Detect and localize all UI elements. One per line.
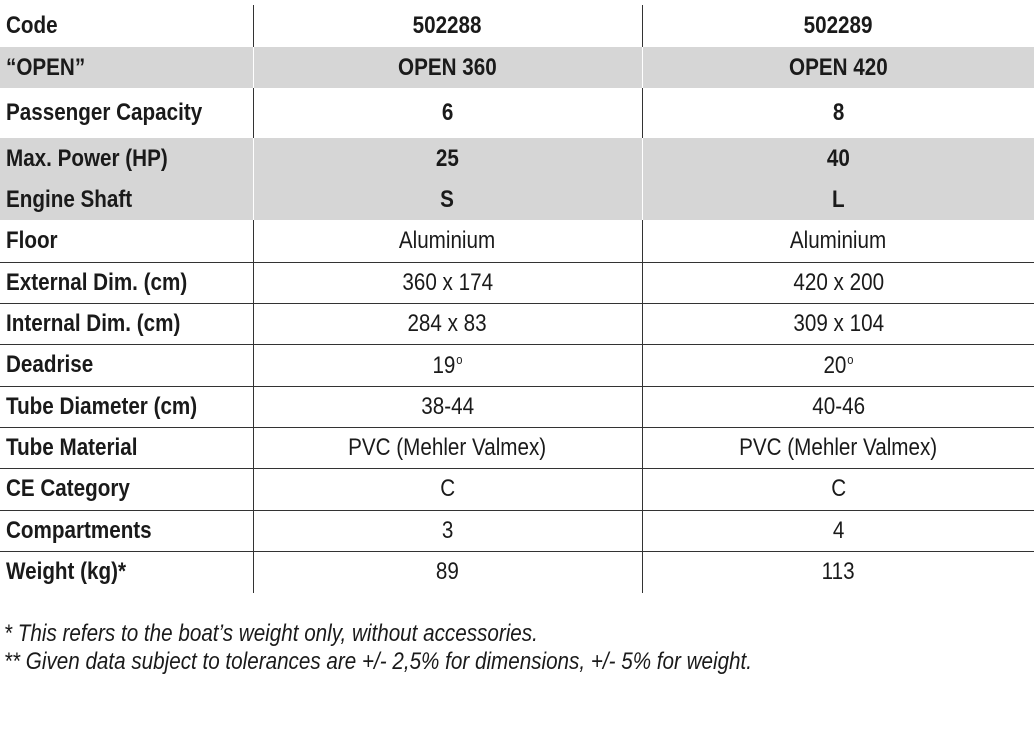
row-label: Tube Diameter (cm)	[0, 386, 253, 427]
degree-symbol: o	[847, 351, 854, 367]
table-row	[0, 47, 1034, 88]
model-a-value: 38-44	[253, 386, 642, 427]
table-row	[0, 551, 1034, 593]
row-label: Compartments	[0, 510, 253, 551]
row-label: “OPEN”	[0, 47, 253, 88]
model-b-value: 309 x 104	[642, 303, 1034, 344]
table-row	[0, 427, 1034, 468]
model-b-value: 20$^o$	[642, 344, 1034, 386]
row-label: Engine Shaft	[0, 179, 253, 220]
table-row	[0, 88, 1034, 138]
row-label: External Dim. (cm)	[0, 262, 253, 303]
model-a-value: Aluminium	[253, 220, 642, 262]
table-row	[0, 386, 1034, 427]
model-b-value: L	[642, 179, 1034, 220]
model-a-value: 89	[253, 551, 642, 593]
model-a-value: 360 x 174	[253, 262, 642, 303]
model-a-value: PVC (Mehler Valmex)	[253, 427, 642, 468]
table-row	[0, 344, 1034, 386]
table-row	[0, 303, 1034, 344]
model-b-value: 4	[642, 510, 1034, 551]
model-b-value: 113	[642, 551, 1034, 593]
row-label: Deadrise	[0, 344, 253, 386]
row-label: Weight (kg)*	[6, 558, 127, 586]
model-b-value: 8	[642, 88, 1034, 138]
model-a-value: 19$^o$	[253, 344, 642, 386]
row-label: Max. Power (HP)	[0, 138, 253, 179]
table-row	[0, 468, 1034, 510]
footnote-weight: * This refers to the boat’s weight only, without accessories.	[4, 620, 538, 647]
model-b-value: C	[642, 468, 1034, 510]
model-a-value: 6	[253, 88, 642, 138]
table-row	[0, 510, 1034, 551]
model-b-value: 40-46	[642, 386, 1034, 427]
row-label: Floor	[0, 220, 253, 262]
spec-table	[0, 5, 1034, 593]
model-b-code: 502289	[642, 5, 1034, 47]
table-row	[0, 262, 1034, 303]
model-a-value: 3	[253, 510, 642, 551]
degree-symbol: o	[456, 351, 463, 367]
row-label: Internal Dim. (cm)	[0, 303, 253, 344]
model-b-value: PVC (Mehler Valmex)	[642, 427, 1034, 468]
model-b-value: Aluminium	[642, 220, 1034, 262]
model-a-value: OPEN 360	[253, 47, 642, 88]
model-b-value: 40	[642, 138, 1034, 179]
row-label: Code	[6, 12, 58, 39]
model-a-value: 25	[253, 138, 642, 179]
row-label: Passenger Capacity	[6, 99, 203, 126]
table-row	[0, 220, 1034, 262]
model-a-value: S	[253, 179, 642, 220]
model-a-value: 284 x 83	[253, 303, 642, 344]
table-row	[0, 138, 1034, 179]
model-b-value: 420 x 200	[642, 262, 1034, 303]
footnotes	[4, 620, 874, 676]
table-row	[0, 179, 1034, 220]
model-b-value: OPEN 420	[642, 47, 1034, 88]
model-a-code: 502288	[253, 5, 642, 47]
footnote-tolerances: ** Given data subject to tolerances are +/- 2,5% for dimensions, +/- 5% for weight.	[4, 648, 753, 675]
row-label: CE Category	[0, 468, 253, 510]
table-header-row	[0, 5, 1034, 47]
row-label: Tube Material	[0, 427, 253, 468]
model-a-value: C	[253, 468, 642, 510]
